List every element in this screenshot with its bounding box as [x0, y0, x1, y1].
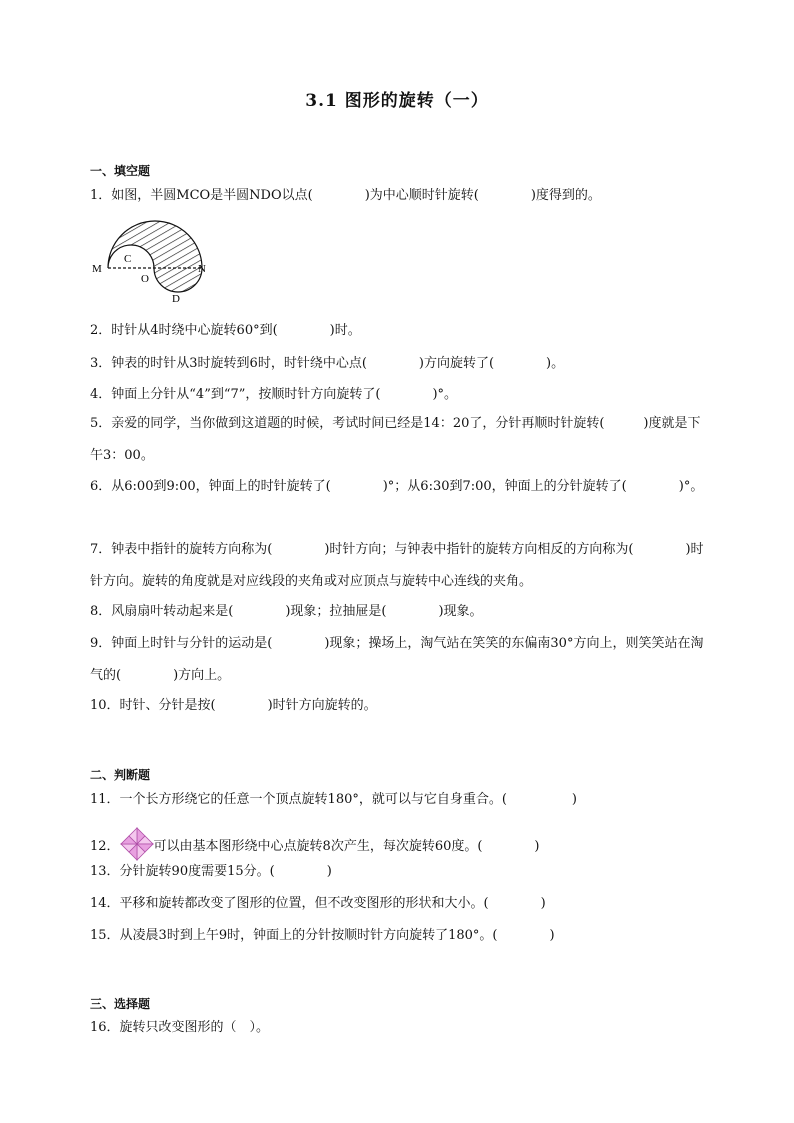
- question-1: 1．如图，半圆MCO是半圆NDO以点( )为中心顺时针旋转( )度得到的。: [90, 188, 601, 203]
- label-o: O: [141, 273, 149, 285]
- question-5: 5．亲爱的同学，当你做到这道题的时候，考试时间已经是14：20了，分针再顺时针旋转( )度就是下午3：00。: [90, 416, 701, 463]
- question-9: 9．钟面上时针与分针的运动是( )现象；操场上，淘气站在笑笑的东偏南30°方向上，则笑笑站在淘气的( )方向上。: [90, 636, 704, 683]
- page-title: 3.1 图形的旋转（一）: [305, 91, 489, 111]
- pinwheel-icon: [120, 827, 154, 861]
- question-8: 8．风扇扇叶转动起来是( )现象；拉抽屉是( )现象。: [90, 604, 483, 619]
- label-n: N: [198, 263, 206, 275]
- label-m: M: [92, 263, 102, 275]
- section-true-false: 二、判断题: [90, 768, 151, 782]
- question-12: [90, 827, 710, 861]
- question-15: 15．从凌晨3时到上午9时，钟面上的分针按顺时针方向旋转了180°。( ): [90, 928, 555, 943]
- question-3: 3．钟表的时针从3时旋转到6时，时针绕中心点( )方向旋转了( )。: [90, 356, 565, 371]
- question-13: 13．分针旋转90度需要15分。( ): [90, 864, 332, 879]
- question-12-number: 12．: [90, 839, 120, 854]
- semicircle-rotation-figure: [88, 214, 228, 310]
- question-7: 7．钟表中指针的旋转方向称为( )时针方向；与钟表中指针的旋转方向相反的方向称为( )时针方向。旋转的角度就是对应线段的夹角或对应顶点与旋转中心连线的夹角。: [90, 542, 704, 589]
- section-multiple-choice: 三、选择题: [90, 997, 151, 1011]
- question-2: 2．时针从4时绕中心旋转60°到( )时。: [90, 323, 361, 338]
- shaded-region: [108, 221, 202, 292]
- question-10: 10．时针、分针是按( )时针方向旋转的。: [90, 698, 377, 713]
- question-16: 16．旋转只改变图形的（ ）。: [90, 1020, 270, 1035]
- label-c: C: [124, 253, 132, 265]
- question-4: 4．钟面上分针从“4”到“7”，按顺时针方向旋转了( )°。: [90, 387, 458, 402]
- question-6: 6．从6:00到9:00，钟面上的时针旋转了( )°；从6:30到7:00，钟面上的分针旋转了( )°。: [90, 479, 704, 494]
- question-11: 11．一个长方形绕它的任意一个顶点旋转180°，就可以与它自身重合。( ): [90, 792, 577, 807]
- question-12-text: 可以由基本图形绕中心点旋转8次产生，每次旋转60度。( ): [153, 839, 540, 854]
- label-d: D: [172, 293, 180, 305]
- question-14: 14．平移和旋转都改变了图形的位置，但不改变图形的形状和大小。( ): [90, 896, 546, 911]
- section-fill-in: 一、填空题: [90, 164, 151, 178]
